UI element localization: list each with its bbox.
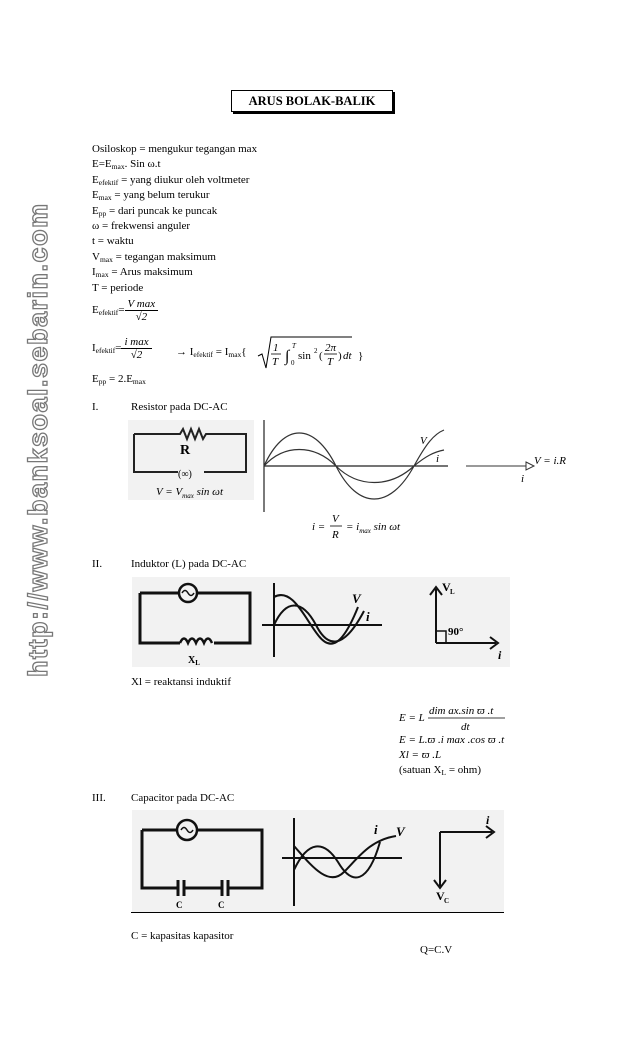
svg-text:90°: 90° bbox=[448, 626, 464, 638]
definition-item: ω = frekwensi anguler bbox=[92, 220, 191, 233]
svg-text:2π: 2π bbox=[325, 342, 337, 354]
svg-text:V: V bbox=[442, 580, 451, 594]
watermark-url: http://www.banksoal.sebarin.com bbox=[23, 202, 53, 677]
svg-text:V: V bbox=[352, 591, 361, 606]
svg-text:T: T bbox=[272, 356, 279, 368]
svg-text:V: V bbox=[436, 889, 445, 903]
inductor-equation-3: Xl = ϖ .L bbox=[399, 749, 442, 761]
formula-i-efektif: $I_{efektif}=$ $\frac{\text{i max}}{√2}$ bbox=[92, 336, 152, 361]
capacitor-note: C = kapasitas kapasitor bbox=[131, 930, 234, 942]
voltage-curve bbox=[264, 430, 444, 499]
voltage-formula: $V = V_{max}$ sin ωt bbox=[156, 486, 224, 500]
svg-text:dt: dt bbox=[343, 350, 352, 362]
svg-text:): ) bbox=[338, 350, 342, 362]
svg-text:∫: ∫ bbox=[285, 348, 290, 365]
definition-item: T = periode bbox=[92, 281, 144, 294]
capacitor-label-2: C bbox=[218, 900, 225, 910]
resistor-label: R bbox=[180, 443, 191, 458]
section-number-2: II. bbox=[92, 558, 103, 570]
inductor-equation-2: E = L.ϖ .i max .cos ϖ .t bbox=[399, 734, 505, 746]
svg-text:E = L: E = L bbox=[399, 712, 425, 724]
inductor-figure bbox=[132, 577, 510, 667]
definition-item: $E_{max}$ = yang belum terukur bbox=[92, 189, 210, 203]
formula-i-efektif-integral: → $I_{efektif} = I_{max}${ bbox=[176, 346, 247, 359]
svg-text:V: V bbox=[332, 513, 339, 525]
svg-text:i: i bbox=[366, 609, 370, 624]
current-formula bbox=[312, 510, 452, 544]
formula-e-pp: $E_{pp} = 2.E_{max}$ bbox=[92, 373, 146, 386]
resistor-phasor-diagram bbox=[466, 448, 576, 488]
svg-text:(: ( bbox=[319, 350, 323, 362]
definition-item: $I_{max}$ = Arus maksimum bbox=[92, 266, 193, 280]
svg-text:R: R bbox=[332, 529, 339, 541]
capacitor-label-1: C bbox=[176, 900, 183, 910]
section-title-capacitor: Capacitor pada DC-AC bbox=[131, 792, 235, 804]
definition-item: $E=E_{max}$. Sin ω.t bbox=[92, 158, 161, 172]
svg-text:i: i bbox=[486, 813, 490, 827]
resistor-circuit-diagram bbox=[128, 420, 254, 500]
svg-text:= imax sin ωt: = $i_{max}$ sin ωt bbox=[346, 521, 401, 535]
svg-text:T: T bbox=[292, 342, 296, 350]
svg-text:1: 1 bbox=[273, 342, 279, 354]
section-number-1: I. bbox=[92, 401, 99, 413]
inductor-unit-note: (satuan $X_L = ohm$) bbox=[399, 764, 481, 777]
svg-text:2: 2 bbox=[314, 347, 318, 355]
page-title: ARUS BOLAK-BALIK bbox=[231, 90, 393, 112]
phasor-i-label: i bbox=[521, 473, 525, 485]
resistor-waveform-graph bbox=[262, 420, 448, 512]
definition-item: $V_{max}$ = tegangan maksimum bbox=[92, 250, 216, 264]
definitions-list bbox=[92, 142, 257, 296]
section-number-3: III. bbox=[92, 792, 106, 804]
ac-source-label: (∞) bbox=[178, 469, 192, 480]
divider bbox=[131, 912, 504, 913]
capacitor-equation: Q=C.V bbox=[420, 944, 453, 956]
svg-text:i =: i = bbox=[312, 521, 326, 533]
phasor-v-label: V = i.R bbox=[534, 455, 566, 467]
formula-e-efektif: $E_{efektif}=$ $\frac{\text{V max}}{√2}$ bbox=[92, 298, 158, 323]
inductor-equation-1 bbox=[397, 702, 537, 732]
definition-item: $E_{efektif}$ = yang diukur oleh voltmeter bbox=[92, 173, 250, 187]
svg-text:sin: sin bbox=[298, 350, 311, 362]
inductor-note: Xl = reaktansi induktif bbox=[131, 676, 231, 688]
graph-i-label: i bbox=[436, 453, 440, 465]
svg-text:C: C bbox=[444, 897, 450, 905]
svg-text:0: 0 bbox=[291, 359, 295, 367]
svg-text:i: i bbox=[498, 648, 502, 662]
svg-text:L: L bbox=[450, 588, 455, 596]
graph-v-label: V bbox=[420, 435, 427, 447]
svg-text:i: i bbox=[374, 822, 378, 837]
section-title-resistor: Resistor pada DC-AC bbox=[131, 401, 228, 413]
rms-integral-expression bbox=[256, 332, 366, 372]
svg-text:T: T bbox=[327, 356, 334, 368]
svg-text:dt: dt bbox=[461, 721, 470, 732]
capacitor-figure bbox=[132, 810, 504, 912]
definition-item: t = waktu bbox=[92, 235, 134, 248]
svg-text:}: } bbox=[358, 350, 364, 362]
svg-text:V: V bbox=[396, 824, 405, 839]
section-title-inductor: Induktor (L) pada DC-AC bbox=[131, 558, 247, 570]
svg-text:dim ax.sin ϖ .t: dim ax.sin ϖ .t bbox=[429, 705, 494, 717]
definition-item: Osiloskop = mengukur tegangan max bbox=[92, 143, 258, 155]
inductor-label: $X_L$ bbox=[188, 655, 200, 667]
definition-item: $E_{pp}$ = dari puncak ke puncak bbox=[92, 204, 218, 218]
